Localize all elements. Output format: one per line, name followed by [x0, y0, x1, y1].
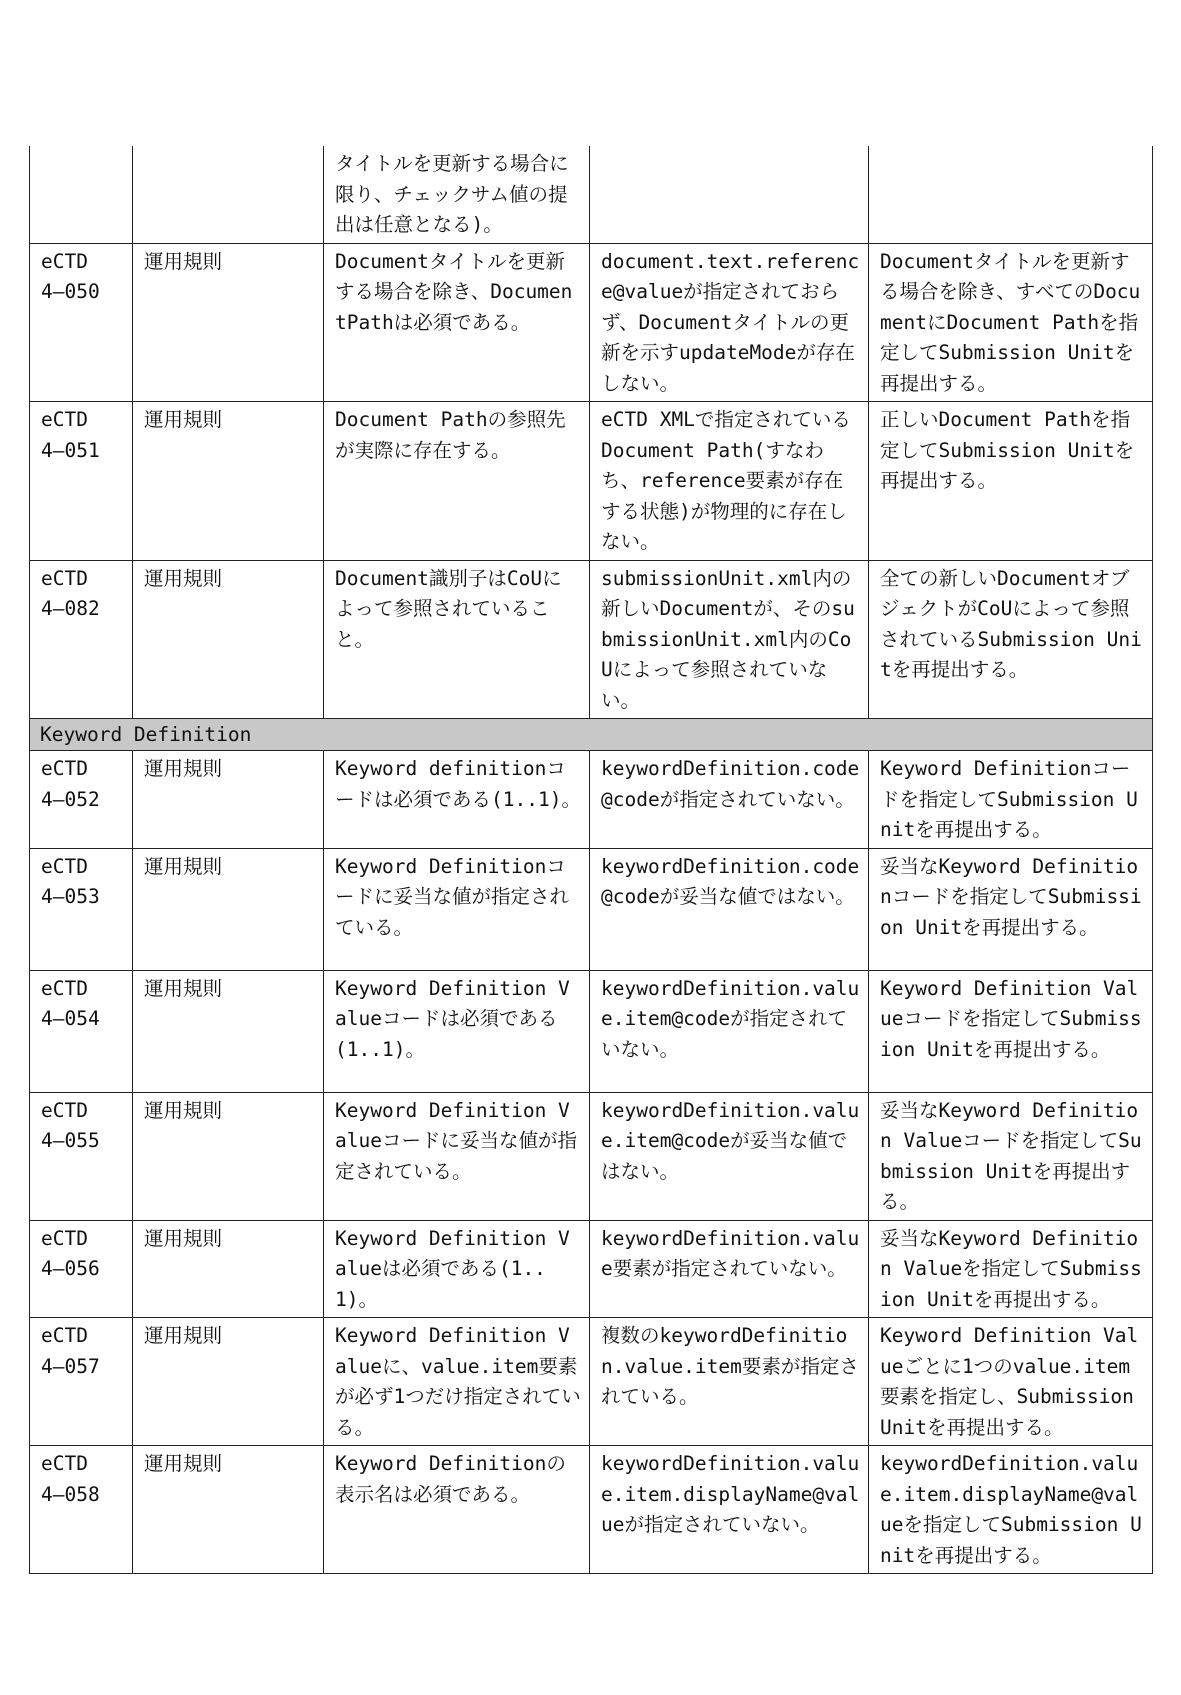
corrective-action-cell: 妥当なKeyword Definition Valueコードを指定してSubmission Unitを再提出する。 [869, 1092, 1153, 1220]
rule-id-cell: eCTD 4―052 [30, 751, 133, 849]
rule-description-cell: Keyword Definition Valueコードは必須である(1..1)。 [324, 970, 590, 1092]
error-condition-cell: keywordDefinition.code@codeが妥当な値ではない。 [590, 848, 869, 970]
rule-id-cell: eCTD 4―058 [30, 1446, 133, 1574]
corrective-action-cell: Keyword Definition Valueコードを指定してSubmission Unitを再提出する。 [869, 970, 1153, 1092]
corrective-action-cell [869, 146, 1153, 243]
rule-id-cell: eCTD 4―050 [30, 243, 133, 402]
continuation-row [30, 146, 1153, 243]
corrective-action-cell: Keyword Definition Valueごとに1つのvalue.item要素を指定し、Submission Unitを再提出する。 [869, 1318, 1153, 1446]
error-condition-cell: eCTD XMLで指定されているDocument Path(すなわち、reference要素が存在する状態)が物理的に存在しない。 [590, 402, 869, 561]
table-row [30, 402, 1153, 561]
rule-id-cell: eCTD 4―053 [30, 848, 133, 970]
table-row [30, 243, 1153, 402]
error-condition-cell: keywordDefinition.code@codeが指定されていない。 [590, 751, 869, 849]
rule-id-cell: eCTD 4―051 [30, 402, 133, 561]
rule-description-cell: Keyword definitionコードは必須である(1..1)。 [324, 751, 590, 849]
rule-type-cell: 運用規則 [133, 1220, 324, 1318]
rule-id-cell: eCTD 4―057 [30, 1318, 133, 1446]
rule-id-cell: eCTD 4―082 [30, 560, 133, 719]
table-row [30, 1318, 1153, 1446]
error-condition-cell: document.text.reference@valueが指定されておらず、Documentタイトルの更新を示すupdateModeが存在しない。 [590, 243, 869, 402]
section-header-row [30, 719, 1153, 751]
rule-type-cell: 運用規則 [133, 402, 324, 561]
rule-description-cell: Keyword Definitionコードに妥当な値が指定されている。 [324, 848, 590, 970]
corrective-action-cell: 正しいDocument Pathを指定してSubmission Unitを再提出する。 [869, 402, 1153, 561]
rules-table-body [30, 146, 1153, 1574]
validation-rules-table [29, 146, 1153, 1574]
rule-id-cell: eCTD 4―056 [30, 1220, 133, 1318]
table-row [30, 1092, 1153, 1220]
rule-type-cell: 運用規則 [133, 970, 324, 1092]
error-condition-cell: keywordDefinition.value要素が指定されていない。 [590, 1220, 869, 1318]
table-row [30, 560, 1153, 719]
rule-type-cell [133, 146, 324, 243]
rule-type-cell: 運用規則 [133, 560, 324, 719]
error-condition-cell: submissionUnit.xml内の新しいDocumentが、そのsubmissionUnit.xml内のCoUによって参照されていない。 [590, 560, 869, 719]
corrective-action-cell: Keyword Definitionコードを指定してSubmission Unitを再提出する。 [869, 751, 1153, 849]
corrective-action-cell: Documentタイトルを更新する場合を除き、すべてのDocumentにDocument Pathを指定してSubmission Unitを再提出する。 [869, 243, 1153, 402]
rule-description-cell: Keyword Definitionの表示名は必須である。 [324, 1446, 590, 1574]
rule-type-cell: 運用規則 [133, 1318, 324, 1446]
error-condition-cell: 複数のkeywordDefinition.value.item要素が指定されている。 [590, 1318, 869, 1446]
table-row [30, 970, 1153, 1092]
corrective-action-cell: 妥当なKeyword Definitionコードを指定してSubmission Unitを再提出する。 [869, 848, 1153, 970]
rule-type-cell: 運用規則 [133, 848, 324, 970]
rule-description-cell: Keyword Definition Valueは必須である(1..1)。 [324, 1220, 590, 1318]
rule-description-cell: Documentタイトルを更新する場合を除き、DocumentPathは必須である。 [324, 243, 590, 402]
rule-type-cell: 運用規則 [133, 1092, 324, 1220]
rule-id-cell [30, 146, 133, 243]
error-condition-cell: keywordDefinition.value.item@codeが指定されていない。 [590, 970, 869, 1092]
rule-description-cell: Document識別子はCoUによって参照されていること。 [324, 560, 590, 719]
table-row [30, 848, 1153, 970]
rule-type-cell: 運用規則 [133, 243, 324, 402]
table-row [30, 1446, 1153, 1574]
rule-type-cell: 運用規則 [133, 751, 324, 849]
error-condition-cell: keywordDefinition.value.item@codeが妥当な値ではない。 [590, 1092, 869, 1220]
error-condition-cell [590, 146, 869, 243]
rule-description-cell: Document Pathの参照先が実際に存在する。 [324, 402, 590, 561]
rule-id-cell: eCTD 4―054 [30, 970, 133, 1092]
corrective-action-cell: 全ての新しいDocumentオブジェクトがCoUによって参照されているSubmission Unitを再提出する。 [869, 560, 1153, 719]
corrective-action-cell: keywordDefinition.value.item.displayName@valueを指定してSubmission Unitを再提出する。 [869, 1446, 1153, 1574]
table-row [30, 1220, 1153, 1318]
rule-id-cell: eCTD 4―055 [30, 1092, 133, 1220]
rule-description-cell: タイトルを更新する場合に限り、チェックサム値の提出は任意となる)。 [324, 146, 590, 243]
table-row [30, 751, 1153, 849]
error-condition-cell: keywordDefinition.value.item.displayName@valueが指定されていない。 [590, 1446, 869, 1574]
corrective-action-cell: 妥当なKeyword Definition Valueを指定してSubmission Unitを再提出する。 [869, 1220, 1153, 1318]
rule-description-cell: Keyword Definition Valueコードに妥当な値が指定されている。 [324, 1092, 590, 1220]
rule-type-cell: 運用規則 [133, 1446, 324, 1574]
section-header: Keyword Definition [30, 719, 1153, 751]
rule-description-cell: Keyword Definition Valueに、value.item要素が必ず1つだけ指定されている。 [324, 1318, 590, 1446]
